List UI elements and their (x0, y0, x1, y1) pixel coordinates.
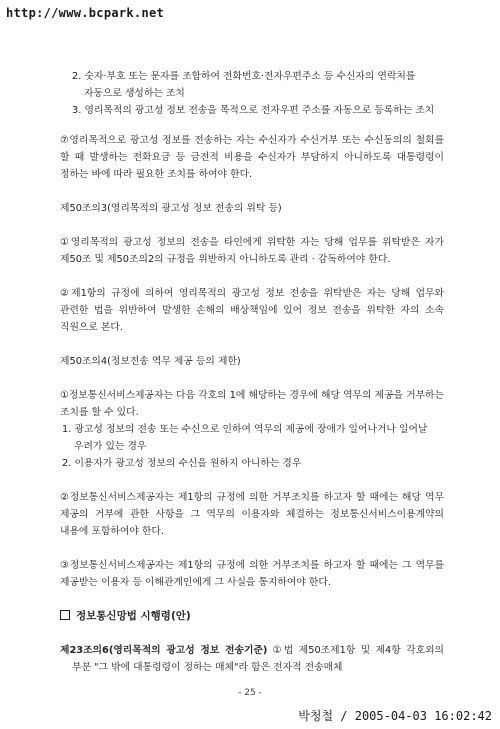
article-50-3-paragraph-2: ②제1항의 규정에 의하여 영리목적의 광고성 정보 전송을 위탁받은 자는 당해 업무와 관련한 법을 위반하여 발생한 손해의 배상책임에 있어 정보 전송을 위탁한 자의 소속 직원으로 본다. (60, 288, 444, 333)
article-23-6-text: ①법 제50조제1항 및 제4항 각호외의 부분 "그 밖에 대통령령이 정하는 매체"라 함은 전자적 전송매체 (72, 645, 444, 673)
paragraph-7: ⑦영리목적으로 광고성 정보를 전송하는 자는 수신자가 수신거부 또는 수신동의의 철회를 할 때 발생하는 전화요금 등 금전적 비용을 수신자가 부담하지 아니하도록 대통령령이 정하는 바에 따라 필요한 조치를 하여야 한다. (60, 135, 444, 180)
list-item: 2. 숫자·부호 또는 문자를 조합하여 전화번호·전자우편주소 등 수신자의 연락처를 자동으로 생성하는 조치 (72, 71, 416, 99)
list-item: 2. 이용자가 광고성 정보의 수신을 원하지 아니하는 경우 (62, 458, 302, 469)
watermark-url: http://www.bcpark.net (6, 6, 165, 20)
article-23-6-heading: 제23조의6(영리목적의 광고성 정보 전송기준) (60, 645, 268, 656)
page-number: - 25 - (238, 688, 262, 698)
article-50-4-heading: 제50조의4(정보전송 역무 제공 등의 제한) (60, 356, 241, 367)
list-item: 1. 광고성 정보의 전송 또는 수신으로 인하여 역무의 제공에 장애가 일어나거나 일어날 우려가 있는 경우 (62, 424, 428, 452)
checkbox-square-icon (60, 610, 70, 620)
document-body (60, 68, 444, 676)
article-50-3-paragraph-1: ①영리목적의 광고성 정보의 전송을 타인에게 위탁한 자는 당해 업무를 위탁받은 자가 제50조 및 제50조의2의 규정을 위반하지 아니하도록 관리 · 감독하여야 한다. (60, 237, 444, 265)
article-50-4-paragraph-2: ②정보통신서비스제공자는 제1항의 규정에 의한 거부조치를 하고자 할 때에는 해당 역무 제공의 거부에 관한 사항을 그 역무의 이용자와 체결하는 정보통신서비스이용계약의 내용에 포함하여야 한다. (60, 492, 444, 537)
article-50-4-paragraph-3: ③정보통신서비스제공자는 제1항의 규정에 의한 거부조치를 하고자 할 때에는 그 역무를 제공받는 이용자 등 이해관계인에게 그 사실을 통지하여야 한다. (60, 560, 444, 588)
author-timestamp-stamp: 박청철 / 2005-04-03 16:02:42 (298, 709, 492, 723)
article-50-4-paragraph-1: ①정보통신서비스제공자는 다음 각호의 1에 해당하는 경우에 해당 역무의 제공을 거부하는 조치를 할 수 있다. (60, 390, 444, 418)
article-50-3-heading: 제50조의3(영리목적의 광고성 정보 전송의 위탁 등) (60, 203, 282, 214)
article-23-6 (60, 642, 444, 676)
section-title (60, 608, 444, 625)
section-title-text: 정보통신망법 시행령(안) (76, 610, 191, 622)
list-item: 3. 영리목적의 광고성 정보 전송을 목적으로 전자우편 주소를 자동으로 등록하는 조치 (72, 105, 435, 116)
